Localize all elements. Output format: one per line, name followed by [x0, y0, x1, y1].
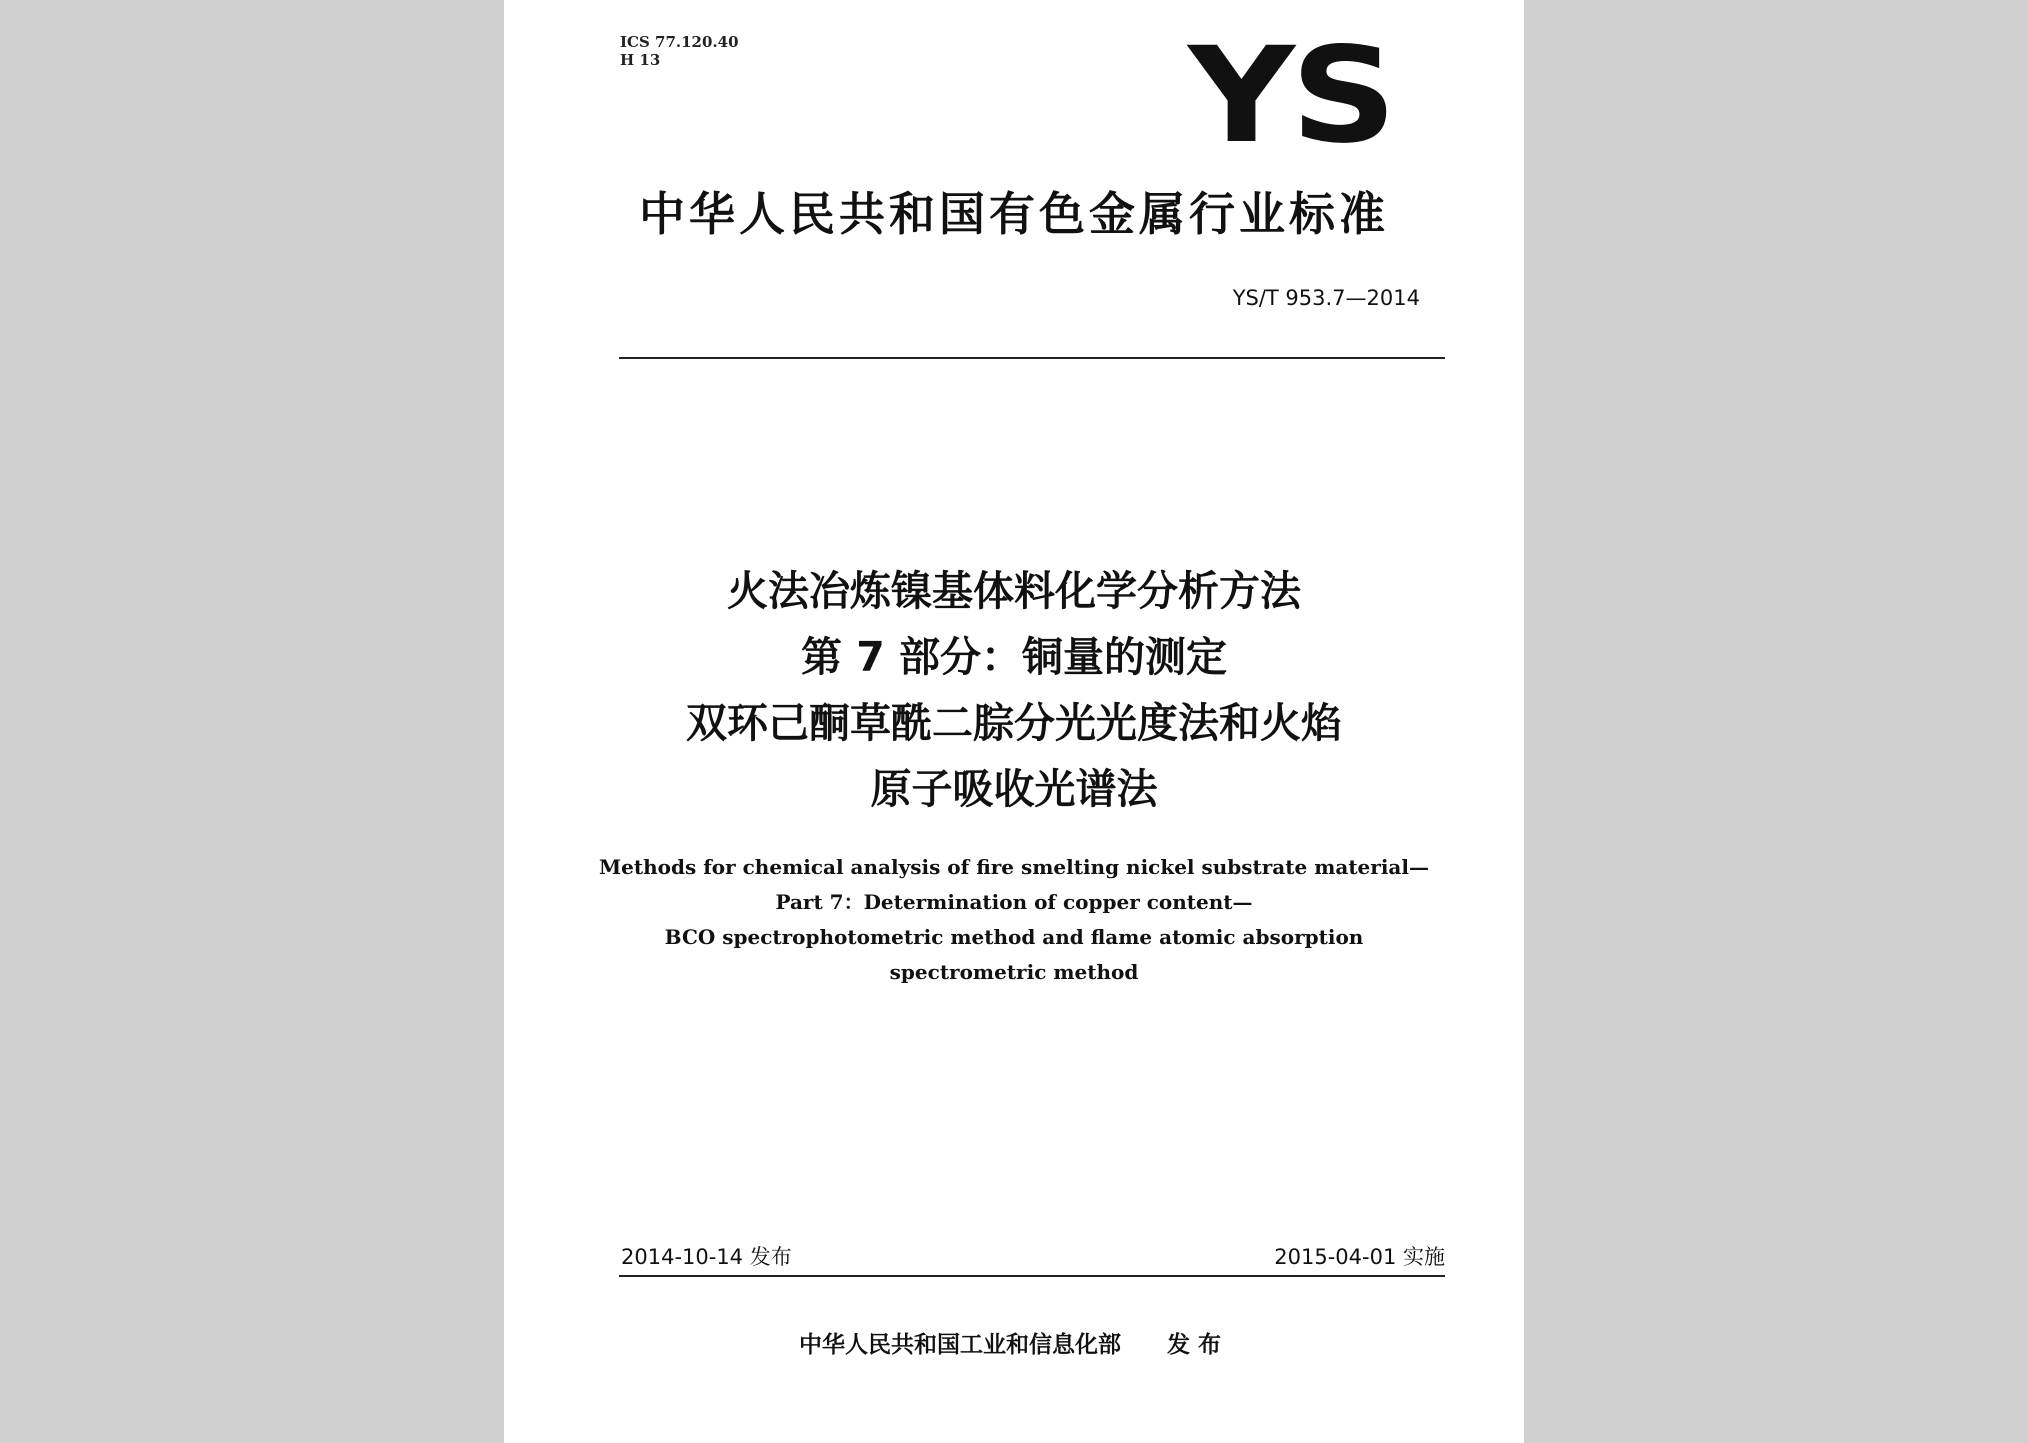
ics-code: ICS 77.120.40 — [620, 33, 739, 51]
chinese-title — [504, 558, 1524, 822]
chinese-title-line: 原子吸收光谱法 — [870, 765, 1158, 813]
document-page — [504, 0, 1524, 1443]
issue-date: 2014-10-14 发布 — [621, 1245, 792, 1269]
standard-number: YS/T 953.7—2014 — [1232, 286, 1420, 310]
publisher-name: 中华人民共和国工业和信息化部 — [799, 1332, 1121, 1358]
organization-title: 中华人民共和国有色金属行业标准 — [639, 187, 1389, 241]
chinese-title-line: 第 7 部分：铜量的测定 — [800, 633, 1228, 681]
chinese-title-line: 火法冶炼镍基体料化学分析方法 — [727, 567, 1301, 615]
implementation-date: 2015-04-01 实施 — [1274, 1245, 1445, 1269]
bottom-divider — [619, 1275, 1445, 1277]
english-title-line: Part 7：Determination of copper content— — [775, 890, 1253, 914]
english-title-line: BCO spectrophotometric method and flame atomic absorption — [664, 925, 1364, 949]
chinese-title-line: 双环己酮草酰二腙分光光度法和火焰 — [686, 699, 1342, 747]
top-divider — [619, 357, 1445, 359]
english-title-line: spectrometric method — [889, 960, 1139, 984]
ccs-code: H 13 — [620, 51, 661, 69]
date-row — [619, 1242, 1445, 1272]
ys-logo: YS — [1188, 19, 1393, 173]
english-title-line: Methods for chemical analysis of fire smelting nickel substrate material— — [599, 855, 1429, 879]
publisher — [504, 1328, 1524, 1362]
classification-codes — [620, 33, 739, 69]
english-title — [504, 850, 1524, 990]
publisher-action: 发布 — [1167, 1332, 1229, 1358]
